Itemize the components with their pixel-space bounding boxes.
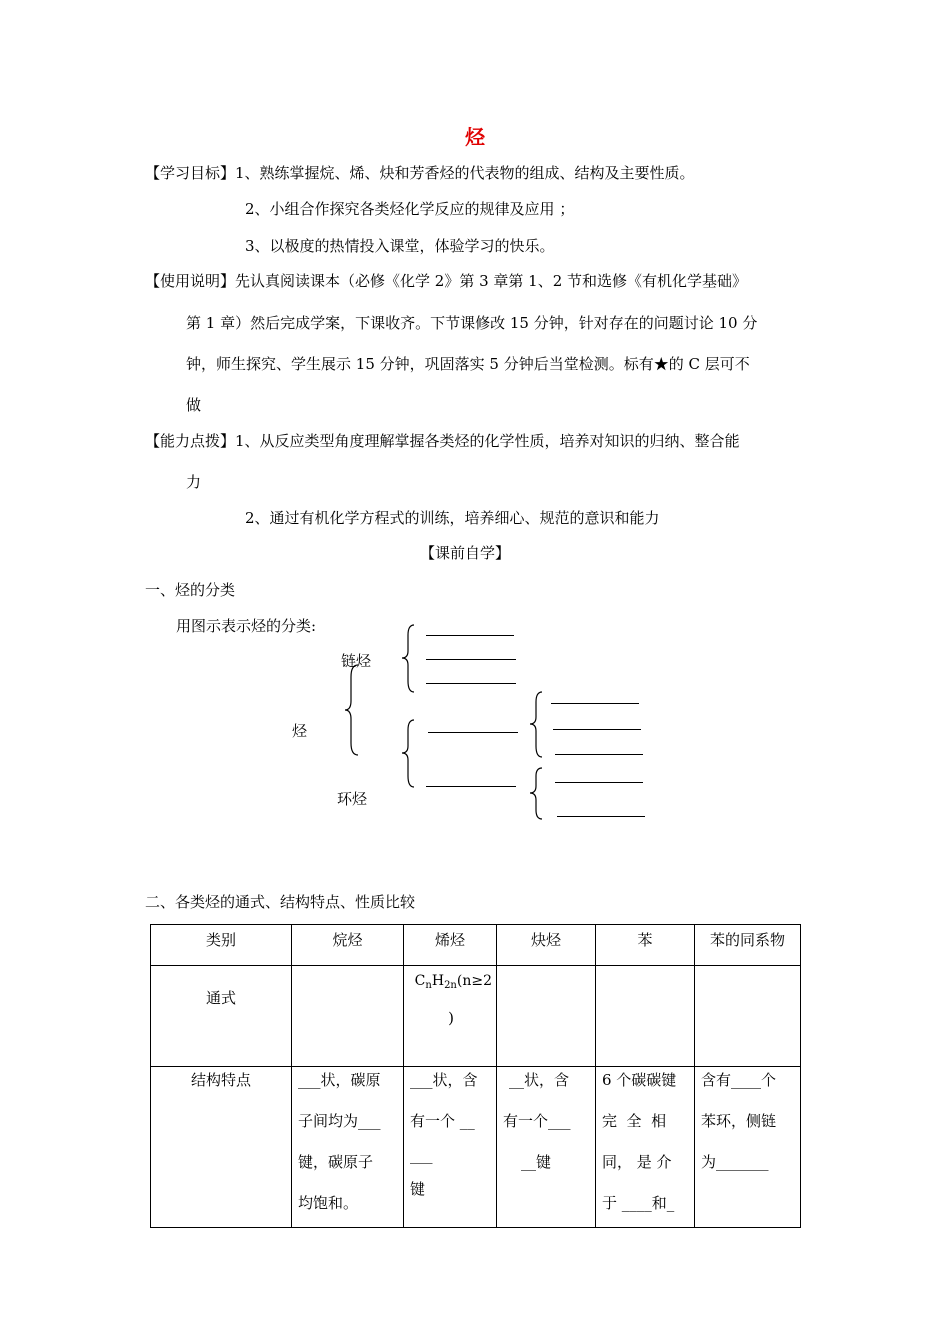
formula-sub-2n: 2n (444, 980, 457, 991)
formula-c: C (414, 973, 426, 989)
cell-alkene-formula (404, 966, 497, 1067)
header-alkene: 烯烃 (404, 925, 497, 966)
alkane-line-3: 键，碳原子 (298, 1153, 374, 1171)
section1-prompt: 用图示表示烃的分类: (176, 617, 317, 635)
usage-label: 【使用说明】 (145, 272, 236, 290)
formula-h: H (431, 973, 445, 989)
objectives-line-1 (145, 163, 695, 183)
alkene-formula-line-2: ) (448, 1009, 454, 1027)
label-ring-hydrocarbon: 环烃 (337, 790, 368, 808)
alkane-line-1: ___状，碳原 (298, 1071, 381, 1089)
objectives-label: 【学习目标】 (145, 164, 236, 182)
objectives-item-3: 3、以极度的热情投入课堂，体验学习的快乐。 (245, 237, 555, 255)
table-row-structure (151, 1067, 801, 1228)
cell-benzene-structure[interactable] (596, 1067, 695, 1228)
header-benzene-homolog: 苯的同系物 (695, 925, 801, 966)
blank-ring-sub-4[interactable] (555, 782, 643, 783)
cell-alkane-structure[interactable] (292, 1067, 404, 1228)
ability-line-1 (145, 431, 740, 451)
page-title: 烃 (465, 125, 485, 149)
brace-ring-sub-2 (528, 766, 548, 822)
alkene-line-2: 有一个 __ (410, 1112, 475, 1130)
header-alkyne: 炔烃 (497, 925, 596, 966)
brace-root (344, 663, 364, 757)
blank-ring-1[interactable] (428, 732, 518, 733)
blank-chain-2[interactable] (426, 659, 516, 660)
blank-ring-2[interactable] (426, 786, 516, 787)
alkyne-line-1: __状，含 (509, 1071, 570, 1089)
usage-line-4: 做 (186, 396, 202, 414)
alkyne-line-2: 有一个___ (503, 1112, 571, 1130)
benzene-line-3: 同， 是 介 (602, 1153, 672, 1171)
ability-label: 【能力点拨】 (145, 432, 236, 450)
comparison-table (150, 924, 801, 1228)
table-row-formula (151, 966, 801, 1067)
table-header-row (151, 925, 801, 966)
header-alkane: 烷烃 (292, 925, 404, 966)
ability-line-3: 2、通过有机化学方程式的训练，培养细心、规范的意识和能力 (245, 509, 660, 527)
alkene-line-4: 键 (410, 1180, 426, 1198)
objectives-item-1: 1、熟练掌握烷、烯、炔和芳香烃的代表物的组成、结构及主要性质。 (235, 164, 695, 182)
alkene-line-1: ___状，含 (410, 1071, 478, 1089)
benzene-line-2: 完 全 相 (602, 1112, 667, 1130)
alkene-formula-line-1 (410, 970, 492, 997)
row-label-formula-text: 通式 (205, 989, 236, 1007)
blank-ring-sub-3[interactable] (555, 754, 643, 755)
preclass-heading: 【课前自学】 (420, 544, 511, 562)
benzene-line-4: 于 ____和_ (602, 1194, 675, 1212)
header-category: 类别 (151, 925, 292, 966)
formula-sub-n: n (425, 980, 432, 991)
ability-line-2: 力 (186, 473, 202, 491)
alkyne-line-3: __键 (521, 1153, 552, 1171)
formula-condition: (n≥2 (456, 973, 492, 989)
alkane-line-4: 均饱和。 (298, 1194, 359, 1212)
cell-alkyne-structure[interactable] (497, 1067, 596, 1228)
alkane-line-2: 子间均为___ (298, 1112, 381, 1130)
blank-ring-sub-1[interactable] (551, 703, 639, 704)
row-label-structure (151, 1067, 292, 1228)
blank-chain-3[interactable] (426, 683, 516, 684)
row-label-formula (151, 966, 292, 1067)
cell-alkyne-formula[interactable] (497, 966, 596, 1067)
cell-benzene-formula[interactable] (596, 966, 695, 1067)
brace-chain (400, 623, 420, 695)
homolog-line-3: 为_______ (701, 1153, 769, 1171)
section2-heading: 二、各类烃的通式、结构特点、性质比较 (145, 893, 416, 911)
section1-heading: 一、烃的分类 (145, 581, 236, 599)
brace-ring (400, 718, 420, 790)
brace-ring-sub-1 (528, 690, 548, 760)
cell-homolog-formula[interactable] (695, 966, 801, 1067)
label-hydrocarbon: 烃 (292, 722, 308, 740)
label-chain-hydrocarbon: 链烃 (341, 652, 372, 670)
objectives-item-2: 2、小组合作探究各类烃化学反应的规律及应用 ； (245, 200, 575, 218)
blank-ring-sub-2[interactable] (553, 729, 641, 730)
alkene-line-3: ___ (410, 1146, 433, 1164)
usage-line-3: 钟，师生探究、学生展示 15 分钟，巩固落实 5 分钟后当堂检测。标有★的 C 层可不 (186, 355, 750, 373)
usage-line-2: 第 1 章）然后完成学案，下课收齐。下节课修改 15 分钟，针对存在的问题讨论 10 分 (186, 314, 758, 332)
homolog-line-1: 含有____个 (701, 1071, 777, 1089)
header-benzene: 苯 (596, 925, 695, 966)
blank-chain-1[interactable] (426, 635, 514, 636)
usage-text-1: 先认真阅读课本（必修《化学 2》第 3 章第 1、2 节和选修《有机化学基础》 (235, 272, 748, 290)
cell-alkene-structure[interactable] (404, 1067, 497, 1228)
row-label-structure-text: 结构特点 (190, 1071, 251, 1089)
homolog-line-2: 苯环，侧链 (701, 1112, 777, 1130)
cell-alkane-formula[interactable] (292, 966, 404, 1067)
blank-ring-sub-5[interactable] (557, 816, 645, 817)
benzene-line-1: 6 个碳碳键 (602, 1071, 677, 1089)
cell-homolog-structure[interactable] (695, 1067, 801, 1228)
ability-text-1: 1、从反应类型角度理解掌握各类烃的化学性质，培养对知识的归纳、整合能 (235, 432, 740, 450)
usage-line-1 (145, 271, 747, 291)
